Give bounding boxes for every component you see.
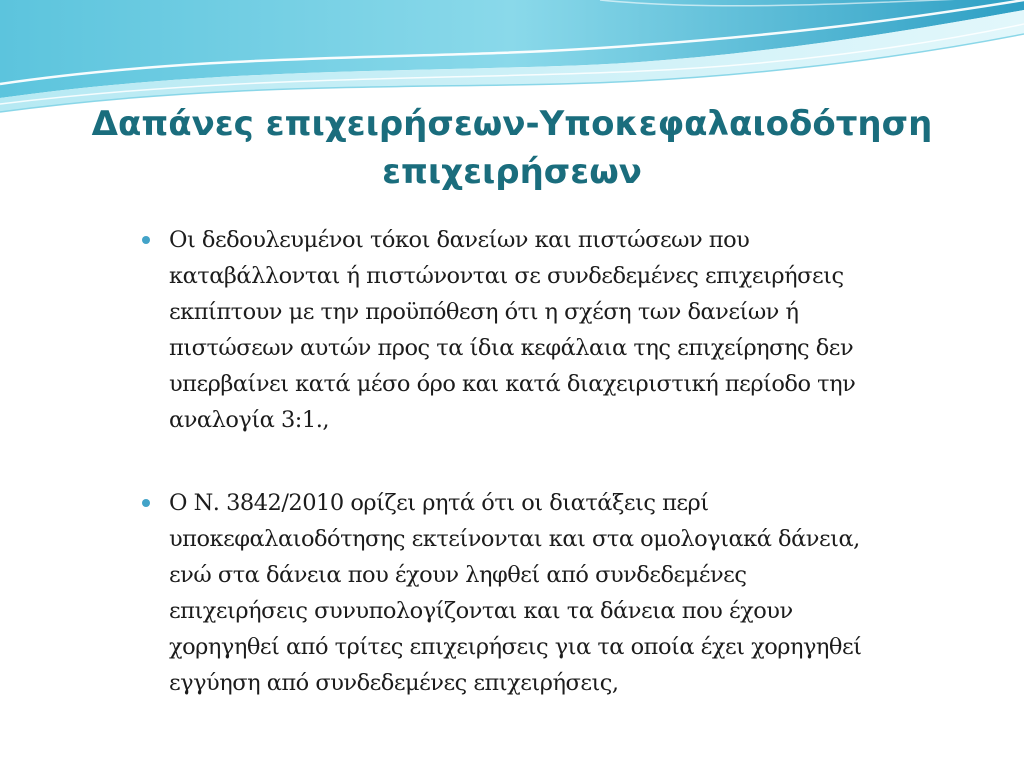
bullet-2-line-4: επιχειρήσεις συνυπολογίζονται και τα δάνεια που έχουν (169, 598, 793, 624)
bullet-1-line-4: πιστώσεων αυτών προς τα ίδια κεφάλαια της επιχείρησης δεν (169, 335, 854, 361)
bullet-dot-icon (142, 236, 150, 244)
bullet-2-line-3: ενώ στα δάνεια που έχουν ληφθεί από συνδεδεμένες (169, 562, 747, 588)
bullet-2-line-6: εγγύηση από συνδεδεμένες επιχειρήσεις, (169, 670, 619, 696)
bullet-1-line-2: καταβάλλονται ή πιστώνονται σε συνδεδεμένες επιχειρήσεις (169, 263, 844, 289)
bullet-2-line-2: υποκεφαλαιοδότησης εκτείνονται και στα ομολογιακά δάνεια, (169, 526, 860, 552)
bullet-list (142, 222, 972, 701)
bullet-item-2 (142, 485, 972, 701)
bullet-2-line-5: χορηγηθεί από τρίτες επιχειρήσεις για τα οποία έχει χορηγηθεί (169, 634, 862, 660)
bullet-1-line-3: εκπίπτουν με την προϋπόθεση ότι η σχέση των δανείων ή (169, 299, 799, 325)
slide-title-line-1: Δαπάνες επιχειρήσεων-Υποκεφαλαιοδότηση (91, 104, 933, 144)
bullet-1-line-1: Οι δεδουλευμένοι τόκοι δανείων και πιστώσεων που (169, 227, 750, 253)
bullet-item-1 (142, 222, 972, 438)
bullet-1-line-5: υπερβαίνει κατά μέσο όρο και κατά διαχειριστική περίοδο την (169, 371, 856, 397)
bullet-dot-icon (142, 499, 150, 507)
slide-title-line-2: επιχειρήσεων (382, 152, 642, 192)
bullet-1-line-6: αναλογία 3:1., (169, 407, 330, 433)
bullet-2-line-1: Ο Ν. 3842/2010 ορίζει ρητά ότι οι διατάξεις περί (169, 490, 709, 516)
slide-title (60, 100, 964, 196)
